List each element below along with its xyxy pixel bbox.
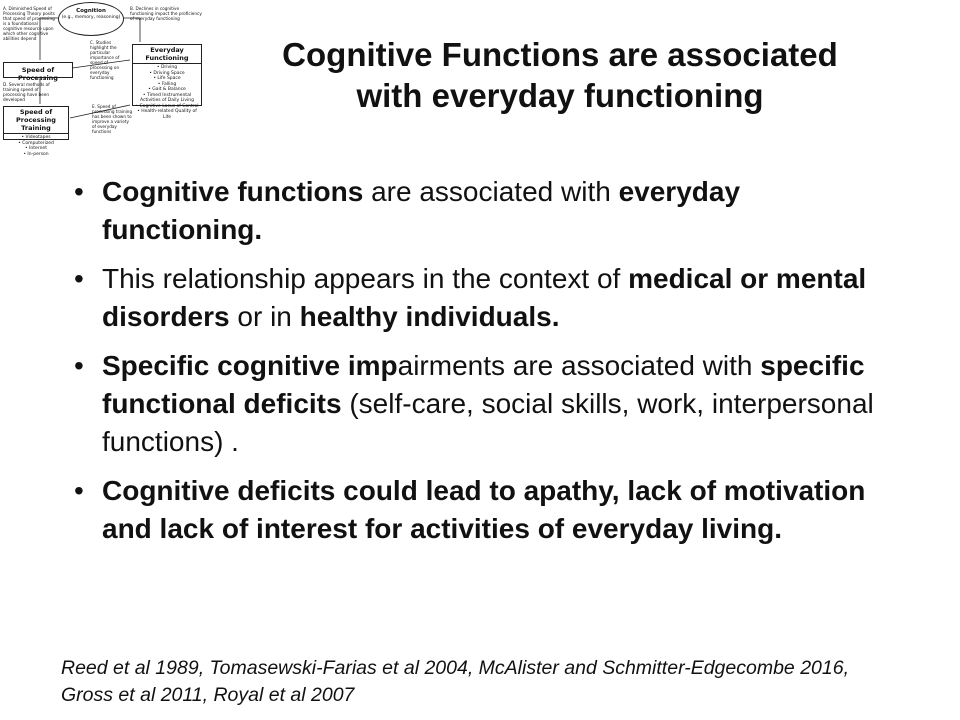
everyday-functioning-items xyxy=(133,64,201,120)
bullet-bold: healthy individuals. xyxy=(299,301,560,332)
bullet-bold: everyday functioning. xyxy=(102,176,741,245)
bullet-bold: specific functional deficits xyxy=(102,350,865,419)
bullet-text: (self-care, social skills, work, interpersonal functions) . xyxy=(102,388,874,457)
everyday-functioning-label: Everyday Functioning xyxy=(133,45,201,64)
speed-of-processing-label: Speed of Processing xyxy=(18,66,58,82)
bullet-item xyxy=(74,347,874,461)
everyday-functioning-item: • Timed Instrumental Activities of Daily Living xyxy=(140,92,194,103)
title-line-1: Cognitive Functions are associated xyxy=(282,36,838,73)
title-line-2: with everyday functioning xyxy=(356,77,764,114)
cognition-sub: (e.g., memory, reasoning) xyxy=(61,14,121,20)
references-line-1: Reed et al 1989, Tomasewski-Farias et al 2004, McAlister and Schmitter-Edgecombe 2016, xyxy=(61,657,849,679)
bullet-list xyxy=(74,173,874,559)
bullet-bold: medical or mental disorders xyxy=(102,263,867,332)
bullet-text: airments are associated with xyxy=(397,350,761,381)
diagram-note-e: E. Speed of processing training has been shown to improve a variety of everyday functions xyxy=(92,104,133,134)
training-box xyxy=(3,106,69,157)
everyday-functioning-item: • Life Space xyxy=(153,76,181,81)
bullet-text: or in xyxy=(229,301,300,332)
bullet-dot: • xyxy=(74,263,84,294)
training-item: • Computerized xyxy=(18,140,54,146)
bullet-text: are associated with xyxy=(363,176,619,207)
bullet-dot: • xyxy=(74,176,84,207)
bullet-bold: Cognitive functions xyxy=(102,176,364,207)
diagram-note-b: B. Declines in cognitive functioning impact the proficiency of everyday functioning xyxy=(130,6,202,21)
training-label: Speed of Processing Training xyxy=(4,107,68,134)
everyday-functioning-box xyxy=(132,44,202,120)
bullet-item xyxy=(74,173,874,249)
references xyxy=(61,655,941,709)
cognition-label: Cognition xyxy=(76,8,106,14)
everyday-functioning-item: • Driving Space xyxy=(149,70,185,76)
everyday-functioning-item: • Gait & Balance xyxy=(148,87,186,92)
training-item: • Videotapes xyxy=(21,135,51,140)
everyday-functioning-item: • Driving xyxy=(156,65,178,70)
diagram-note-c: C. Studies highlight the particular importance of speed of processing on everyday functioning xyxy=(90,40,120,80)
speed-of-processing-box xyxy=(3,62,73,82)
diagram-note-d: D. Several methods of training speed of processing have been developed xyxy=(3,82,50,102)
everyday-functioning-item: • Falling xyxy=(157,81,177,87)
bullet-dot: • xyxy=(74,475,84,506)
everyday-functioning-item: • Health-related Quality of Life xyxy=(137,109,197,120)
bullet-bold: Cognitive deficits could lead to apathy, lack of motivation and lack of interest for activities of everyday living. xyxy=(102,475,866,544)
bullet-item xyxy=(74,260,874,336)
framework-diagram xyxy=(0,0,205,157)
references-line-2: Gross et al 2011, Royal et al 2007 xyxy=(61,684,355,706)
diagram-note-a: A. Diminished Speed of Processing Theory posits that speed of processing is a foundational cognitive resource upon which other cognitive abilities depend xyxy=(3,6,55,41)
training-item: • Internet xyxy=(25,146,47,151)
bullet-dot: • xyxy=(74,350,84,381)
bullet-item xyxy=(74,472,874,548)
cognition-node xyxy=(58,2,124,36)
training-items xyxy=(4,134,68,157)
everyday-functioning-item: • Cognitive Locus of Control xyxy=(135,103,199,109)
bullet-bold: Specific cognitive imp xyxy=(102,350,398,381)
bullet-text: This relationship appears in the context of xyxy=(102,263,629,294)
slide-title xyxy=(240,34,880,116)
training-item: • In-person xyxy=(23,151,49,157)
